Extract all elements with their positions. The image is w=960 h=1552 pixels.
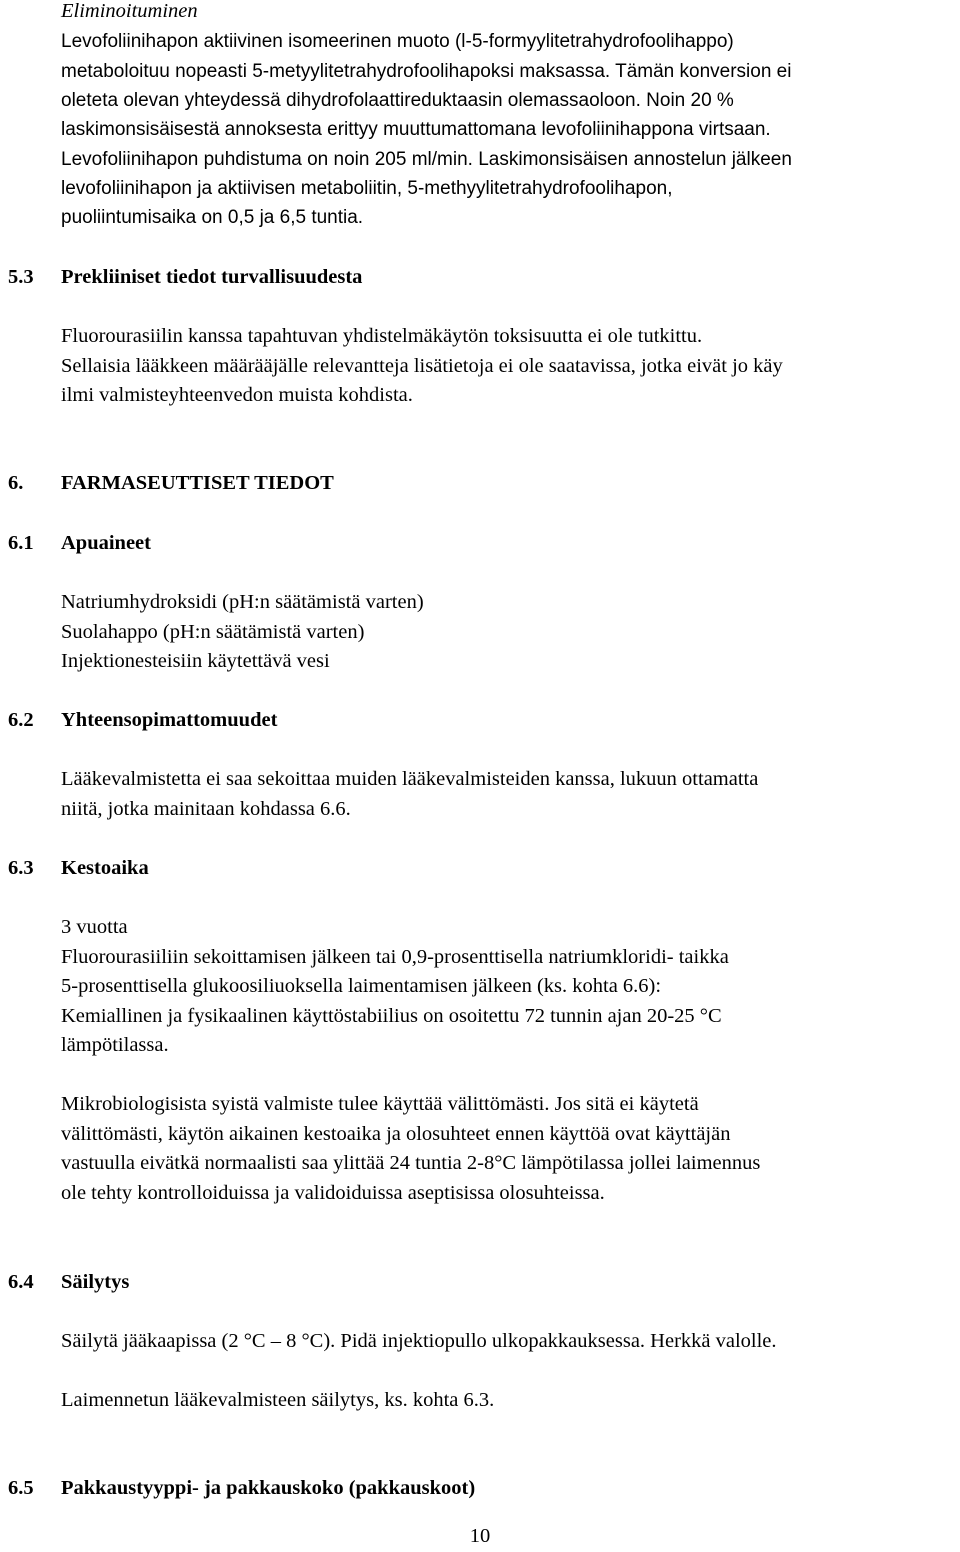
section-number: 6.1 xyxy=(8,532,34,554)
section-title: Pakkaustyyppi- ja pakkauskoko (pakkauskoot) xyxy=(61,1477,476,1499)
paragraph-line: Mikrobiologisista syistä valmiste tulee käyttää välittömästi. Jos sitä ei käytetä xyxy=(61,1093,699,1115)
paragraph-line: 5-prosenttisella glukoosiliuoksella laimentamisen jälkeen (ks. kohta 6.6): xyxy=(61,975,662,997)
page-number: 10 xyxy=(469,1525,491,1547)
excipient-item: Injektionesteisiin käytettävä vesi xyxy=(61,650,330,672)
section-title: Prekliiniset tiedot turvallisuudesta xyxy=(61,266,363,288)
paragraph-line: vastuulla eivätkä normaalisti saa ylittää 24 tuntia 2-8°C lämpötilassa jollei laimennus xyxy=(61,1152,761,1174)
section-title: Apuaineet xyxy=(61,532,151,554)
paragraph-line: Fluorourasiiliin sekoittamisen jälkeen tai 0,9-prosenttisella natriumkloridi- taikka xyxy=(61,946,729,968)
excipient-item: Suolahappo (pH:n säätämistä varten) xyxy=(61,621,365,643)
paragraph-line: Fluorourasiilin kanssa tapahtuvan yhdistelmäkäytön toksisuutta ei ole tutkittu. xyxy=(61,325,703,347)
elimination-line: levofoliinihapon ja aktiivisen metaboliitin, 5-methyylitetrahydrofoolihapon, xyxy=(61,178,673,199)
elimination-line: puoliintumisaika on 0,5 ja 6,5 tuntia. xyxy=(61,207,364,228)
paragraph-line: Kemiallinen ja fysikaalinen käyttöstabiilius on osoitettu 72 tunnin ajan 20-25 °C xyxy=(61,1005,722,1027)
paragraph-line: lämpötilassa. xyxy=(61,1034,169,1056)
paragraph-line: Sellaisia lääkkeen määrääjälle relevantteja lisätietoja ei ole saatavissa, jotka eivät jo käy xyxy=(61,355,783,377)
section-number: 6.2 xyxy=(8,709,34,731)
elimination-line: laskimonsisäisestä annoksesta erittyy muuttumattomana levofoliinihappona virtsaan. xyxy=(61,119,771,140)
elimination-line: Levofoliinihapon aktiivinen isomeerinen muoto (l-5-formyylitetrahydrofoolihappo) xyxy=(61,31,734,52)
section-title: Yhteensopimattomuudet xyxy=(61,709,278,731)
paragraph-line: Lääkevalmistetta ei saa sekoittaa muiden lääkevalmisteiden kanssa, lukuun ottamatta xyxy=(61,768,759,790)
paragraph-line: Laimennetun lääkevalmisteen säilytys, ks. kohta 6.3. xyxy=(61,1389,495,1411)
section-number: 5.3 xyxy=(8,266,34,288)
section-number: 6. xyxy=(8,472,24,494)
paragraph-line: välittömästi, käytön aikainen kestoaika ja olosuhteet ennen käyttöä ovat käyttäjän xyxy=(61,1123,731,1145)
section-number: 6.5 xyxy=(8,1477,34,1499)
section-title: Säilytys xyxy=(61,1271,130,1293)
section-number: 6.4 xyxy=(8,1271,34,1293)
elimination-line: oleteta olevan yhteydessä dihydrofolaattireduktaasin olemassaoloon. Noin 20 % xyxy=(61,90,734,111)
paragraph-line: niitä, jotka mainitaan kohdassa 6.6. xyxy=(61,798,351,820)
elimination-heading: Eliminoituminen xyxy=(61,0,198,22)
paragraph-line: 3 vuotta xyxy=(61,916,128,938)
section-title: Kestoaika xyxy=(61,857,149,879)
elimination-line: Levofoliinihapon puhdistuma on noin 205 ml/min. Laskimonsisäisen annostelun jälkeen xyxy=(61,149,792,170)
paragraph-line: ole tehty kontrolloiduissa ja validoiduissa aseptisissa olosuhteissa. xyxy=(61,1182,605,1204)
section-number: 6.3 xyxy=(8,857,34,879)
elimination-line: metaboloituu nopeasti 5-metyylitetrahydrofoolihapoksi maksassa. Tämän konversion ei xyxy=(61,61,792,82)
paragraph-line: Säilytä jääkaapissa (2 °C – 8 °C). Pidä injektiopullo ulkopakkauksessa. Herkkä valolle. xyxy=(61,1330,777,1352)
excipient-item: Natriumhydroksidi (pH:n säätämistä varten) xyxy=(61,591,424,613)
paragraph-line: ilmi valmisteyhteenvedon muista kohdista. xyxy=(61,384,413,406)
section-title: FARMASEUTTISET TIEDOT xyxy=(61,472,334,494)
